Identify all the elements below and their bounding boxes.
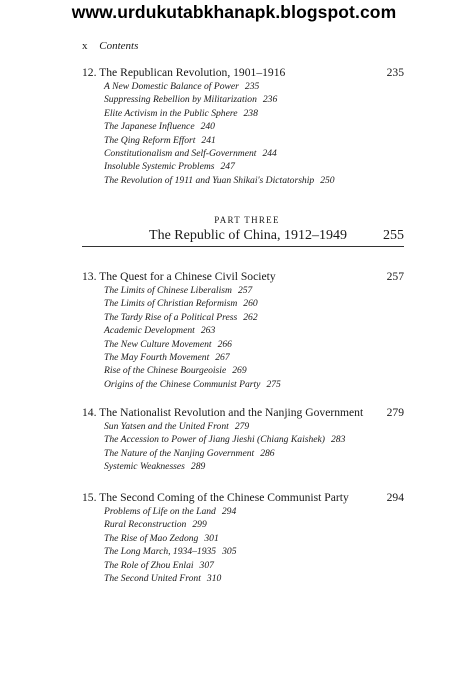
chapter-page: 294 [386,491,404,504]
section-page: 307 [199,559,214,571]
section-title: Academic Development [104,325,195,337]
section-item [104,447,404,460]
section-page: 286 [260,447,275,459]
section-item [104,174,404,187]
chapter-page: 235 [386,66,404,79]
chapter-title: 15. The Second Coming of the Chinese Communist Party [82,491,349,504]
section-title: The Rise of Mao Zedong [104,532,199,544]
section-item [104,297,404,310]
section-list [82,505,404,585]
running-head-title: Contents [99,40,139,52]
section-title: A New Domestic Balance of Power [104,81,239,92]
section-title: The Role of Zhou Enlai [104,559,194,571]
section-page: 247 [220,161,235,173]
section-page: 238 [243,107,258,119]
section-item [104,433,404,446]
section-title: The Long March, 1934–1935 [104,546,217,558]
part-divider [82,214,404,247]
section-item [104,338,404,351]
section-page: 275 [266,378,281,390]
watermark-url: www.urdukutabkhanapk.blogspot.com [71,2,397,22]
section-page: 266 [217,338,232,350]
section-item [104,107,404,120]
section-item [104,80,404,93]
section-title: Rural Reconstruction [104,519,187,531]
chapter-title: 14. The Nationalist Revolution and the Nanjing Government [82,406,364,419]
section-page: 301 [204,532,219,544]
section-page: 269 [232,365,247,377]
section-title: The Japanese Influence [104,121,195,133]
section-title: Problems of Life on the Land [104,506,216,517]
section-title: The Limits of Chinese Liberalism [104,285,232,296]
section-item [104,505,404,518]
section-item [104,93,404,106]
section-item [104,518,404,531]
section-title: The Limits of Christian Reformism [104,298,238,310]
section-page: 244 [262,148,277,160]
section-title: Systemic Weaknesses [104,461,185,473]
section-item [104,120,404,133]
chapter-heading [82,490,404,505]
chapter-page: 279 [386,406,404,419]
section-title: Elite Activism in the Public Sphere [104,107,238,119]
section-title: Origins of the Chinese Communist Party [104,378,261,390]
section-title: Constitutionalism and Self-Government [104,148,257,160]
section-page: 283 [330,434,346,446]
section-page: 236 [262,94,278,106]
section-page: 235 [244,81,260,92]
section-page: 305 [222,546,237,558]
section-item [104,420,404,433]
section-item [104,134,404,147]
section-item [104,532,404,545]
section-page: 260 [243,298,258,310]
section-page: 240 [200,121,215,133]
section-item [104,324,404,337]
section-title: The Second United Front [104,573,201,585]
section-item [104,378,404,391]
section-item [104,460,404,473]
section-item [104,351,404,364]
section-page: 299 [192,519,207,531]
section-item [104,147,404,160]
chapter-15 [82,490,404,585]
section-page: 262 [243,311,258,323]
section-page: 263 [200,325,216,337]
part-title: The Republic of China, 1912–1949 [149,228,347,243]
section-title: Suppressing Rebellion by Militarization [104,94,257,106]
section-list [82,80,404,187]
section-item [104,160,404,173]
section-list [82,284,404,391]
section-title: The Revolution of 1911 and Yuan Shikai's Dictatorship [104,174,315,186]
chapter-heading [82,65,404,80]
section-title: The Accession to Power of Jiang Jieshi (Chiang Kaishek) [104,434,325,446]
section-item [104,284,404,297]
section-title: The Nature of the Nanjing Government [104,447,255,459]
running-head [82,40,138,52]
section-title: The Qing Reform Effort [104,134,196,146]
section-title: Rise of the Chinese Bourgeoisie [104,365,227,377]
page-number: x [82,40,88,52]
section-page: 250 [320,174,335,186]
section-title: Sun Yatsen and the United Front [104,421,229,432]
section-page: 241 [201,134,216,146]
section-title: The New Culture Movement [104,338,212,350]
section-item [104,559,404,572]
chapter-12 [82,65,404,187]
section-item [104,545,404,558]
section-title: The Tardy Rise of a Political Press [104,311,238,323]
section-item [104,311,404,324]
section-page: 310 [206,573,222,585]
section-page: 267 [215,352,230,364]
section-item [104,364,404,377]
section-list [82,420,404,474]
chapter-title: 13. The Quest for a Chinese Civil Society [82,270,276,283]
section-title: The May Fourth Movement [104,352,210,364]
section-page: 289 [190,461,206,473]
part-page: 255 [383,228,404,243]
section-page: 279 [234,421,250,432]
chapter-13 [82,269,404,391]
section-item [104,572,404,585]
chapter-page: 257 [386,270,404,283]
chapter-title: 12. The Republican Revolution, 1901–1916 [82,66,286,79]
part-label: PART THREE [214,215,280,225]
chapter-heading [82,269,404,284]
chapter-14 [82,405,404,474]
section-page: 294 [221,506,237,517]
chapter-heading [82,405,404,420]
section-page: 257 [237,285,253,296]
section-title: Insoluble Systemic Problems [104,161,215,173]
part-heading [82,226,404,247]
